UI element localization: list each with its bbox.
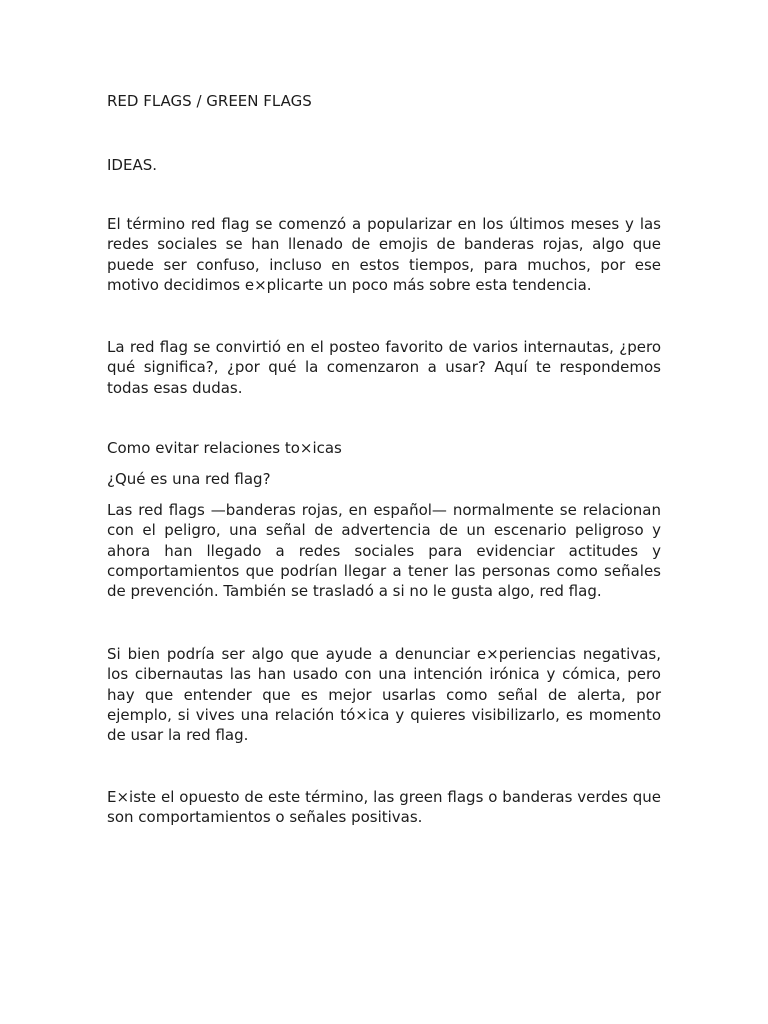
subheading-what-is-red-flag: ¿Qué es una red flag?: [107, 470, 271, 488]
section-label-ideas: IDEAS.: [107, 156, 158, 174]
intro-paragraph: El término red flag se comenzó a popularizar en los últimos meses y las redes sociales se han llenado de emojis de banderas rojas, algo que puede ser confuso, incluso en estos tiempos, para muchos, por ese motivo decidimos e×plicarte un poco más sobre esta tendencia.: [107, 215, 661, 294]
usage-paragraph: Si bien podría ser algo que ayude a denunciar e×periencias negativas, los cibernautas las han usado con una intención irónica y cómica, pero hay que entender que es mejor usarlas como señal de alerta, por ejemplo, si vives una relación tó×ica y quieres visibilizarlo, es momento de usar la red flag.: [107, 645, 661, 745]
question-paragraph: La red flag se convirtió en el posteo favorito de varios internautas, ¿pero qué significa?, ¿por qué la comenzaron a usar? Aquí te respondemos todas esas dudas.: [107, 338, 661, 397]
subheading-toxic-relationships: Como evitar relaciones to×icas: [107, 439, 342, 457]
document-title: RED FLAGS / GREEN FLAGS: [107, 92, 312, 110]
green-flags-paragraph: E×iste el opuesto de este término, las green flags o banderas verdes que son comportamientos o señales positivas.: [107, 788, 661, 827]
definition-paragraph: Las red flags —banderas rojas, en español— normalmente se relacionan con el peligro, una señal de advertencia de un escenario peligroso y ahora han llegado a redes sociales para evidenciar actitudes y comportamientos que podrían llegar a tener las personas como señales de prevención. También se trasladó a si no le gusta algo, red flag.: [107, 501, 661, 601]
